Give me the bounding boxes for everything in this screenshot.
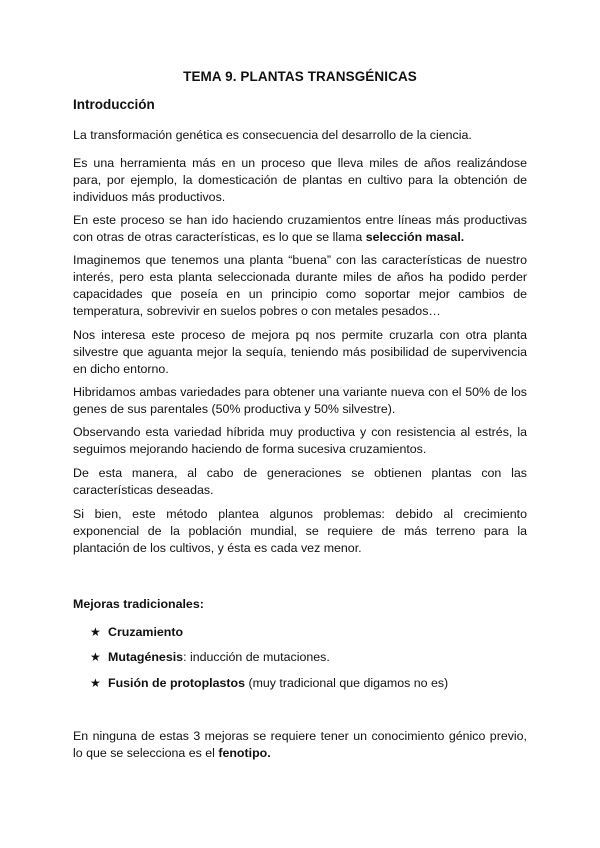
paragraph-3-bold: selección masal. — [365, 230, 465, 244]
paragraph-1: La transformación genética es consecuencia del desarrollo de la ciencia. — [73, 128, 472, 142]
list-item-bold: Fusión de protoplastos — [108, 676, 245, 690]
paragraph-7: Observando esta variedad híbrida muy productiva y con resistencia al estrés, la seguimos mejorando haciendo de forma sucesiva cruzamientos. — [73, 425, 527, 456]
paragraph-6: Hibridamos ambas variedades para obtener una variante nueva con el 50% de los genes de sus parentales (50% productiva y 50% silvestre). — [73, 385, 527, 416]
paragraph-2: Es una herramienta más en un proceso que lleva miles de años realizándose para, por ejemplo, la domesticación de plantas en cultivo para la obtención de individuos más productivos. — [73, 156, 527, 204]
list-item — [90, 675, 448, 692]
list-item — [90, 649, 330, 666]
paragraph-3-text: En este proceso se han ido haciendo cruzamientos entre líneas más productivas con otras de otras características, es lo que se llama — [73, 213, 527, 244]
star-icon: ★ — [90, 625, 101, 639]
page-title: TEMA 9. PLANTAS TRANSGÉNICAS — [183, 69, 417, 84]
star-icon: ★ — [90, 650, 101, 664]
list-item-text: : inducción de mutaciones. — [183, 650, 330, 664]
section-heading-mejoras: Mejoras tradicionales: — [73, 597, 204, 611]
paragraph-4: Imaginemos que tenemos una planta “buena” con las características de nuestro interés, pero esta planta seleccionada durante miles de años ha podido perder capacidades que poseía en un principio como soportar mejor cambios de temperatura, sobrevivir en suelos pobres o con metales pesados… — [73, 253, 527, 318]
star-icon: ★ — [90, 676, 101, 690]
list-item — [90, 624, 183, 641]
list-item-bold: Cruzamiento — [108, 625, 184, 639]
paragraph-final — [73, 728, 527, 762]
section-heading-introduccion: Introducción — [73, 97, 155, 112]
list-item-bold: Mutagénesis — [108, 650, 184, 664]
paragraph-final-bold: fenotipo. — [218, 746, 271, 760]
paragraph-3 — [73, 212, 527, 246]
list-item-text: (muy tradicional que digamos no es) — [245, 676, 449, 690]
paragraph-5: Nos interesa este proceso de mejora pq nos permite cruzarla con otra planta silvestre que aguanta mejor la sequía, teniendo más posibilidad de supervivencia en dicho entorno. — [73, 328, 527, 376]
paragraph-final-text: En ninguna de estas 3 mejoras se requiere tener un conocimiento génico previo, lo que se selecciona es el — [73, 729, 527, 760]
paragraph-8: De esta manera, al cabo de generaciones se obtienen plantas con las características deseadas. — [73, 466, 527, 497]
paragraph-9: Si bien, este método plantea algunos problemas: debido al crecimiento exponencial de la población mundial, se requiere de más terreno para la plantación de los cultivos, y ésta es cada vez menor. — [73, 507, 527, 555]
